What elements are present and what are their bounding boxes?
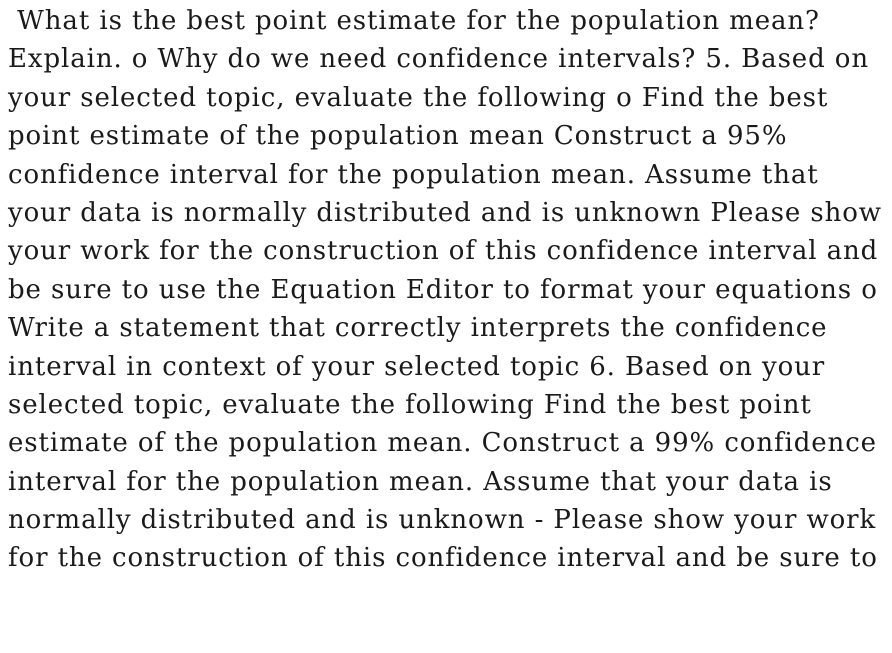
text-line-2: Explain. o Why do we need confidence intervals? 5. Based on (8, 44, 870, 75)
text-line-3: your selected topic, evaluate the following o Find the best (8, 82, 829, 113)
text-line-14: normally distributed and is unknown - Please show your work (8, 505, 877, 536)
text-line-6: your data is normally distributed and is unknown Please show (8, 197, 882, 228)
text-line-8: be sure to use the Equation Editor to format your equations o (8, 274, 878, 305)
text-line-1: What is the best point estimate for the population mean? (8, 6, 820, 36)
text-line-11: selected topic, evaluate the following Find the best point (8, 389, 812, 420)
text-line-7: your work for the construction of this confidence interval and (8, 236, 879, 267)
text-line-12: estimate of the population mean. Construct a 99% confidence (8, 428, 877, 459)
text-line-13: interval for the population mean. Assume that your data is (8, 466, 833, 497)
document-text (8, 2, 892, 578)
text-line-10: interval in context of your selected topic 6. Based on your (8, 351, 826, 382)
text-line-9: Write a statement that correctly interprets the confidence (8, 313, 828, 344)
text-line-4: point estimate of the population mean Construct a 95% (8, 121, 788, 152)
text-line-5: confidence interval for the population mean. Assume that (8, 159, 819, 190)
text-line-15: for the construction of this confidence interval and be sure to (8, 543, 878, 574)
